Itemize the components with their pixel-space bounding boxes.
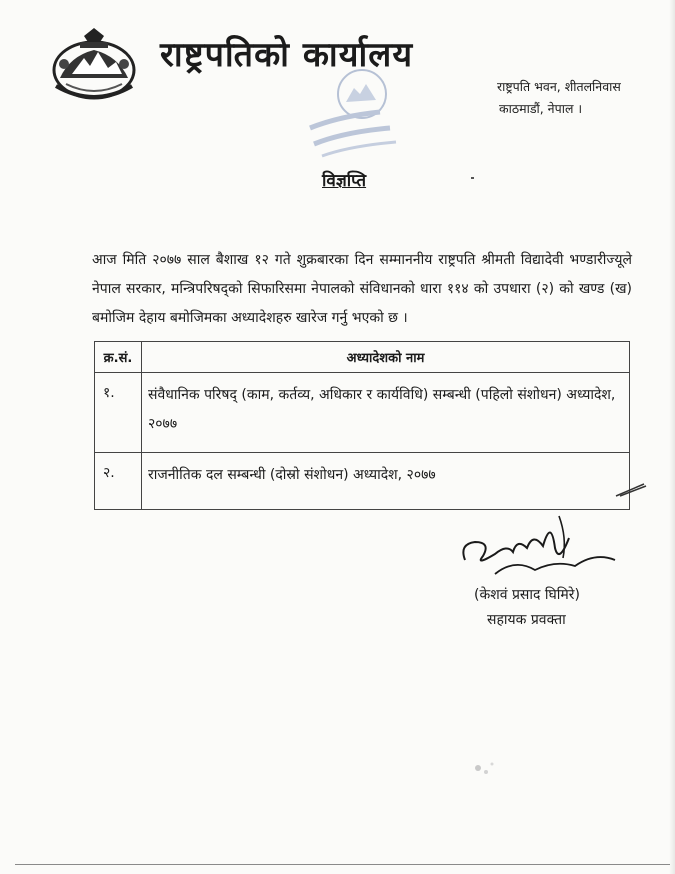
office-name: राष्ट्रपतिको कार्यालय — [160, 35, 414, 75]
handwritten-signature-icon — [455, 508, 625, 588]
notice-body: आज मिति २०७७ साल बैशाख १२ गते शुक्रबारका दिन सम्माननीय राष्ट्रपति श्रीमती विद्यादेवी भण्डारीज्यूले नेपाल सरकार, मन्त्रिपरिषद्को सिफारिसमा नेपालको संविधानको धारा ११४ को उपधारा (२) को खण्ड (ख) बमोजिम देहाय बमोजिमका अध्यादेशहरु खारेज गर्नु भएको छ । — [92, 252, 632, 326]
address-line-1: राष्ट्रपति भवन, शीतलनिवास — [497, 79, 621, 94]
header-serial: क्र.सं. — [95, 342, 142, 373]
office-address — [497, 76, 621, 120]
nepal-emblem-icon — [50, 28, 138, 104]
end-mark-icon — [614, 478, 648, 498]
table-header-row — [95, 342, 630, 373]
bottom-rule — [15, 864, 670, 865]
row-serial: २. — [95, 453, 142, 510]
page-edge-shadow — [669, 0, 675, 874]
header-ordinance-name: अध्यादेशको नाम — [142, 342, 630, 373]
row-serial: १. — [95, 373, 142, 453]
row-ordinance-name: संवैधानिक परिषद् (काम, कर्तव्य, अधिकार र कार्यविधि) सम्बन्धी (पहिलो संशोधन) अध्यादेश, २०७७ — [142, 373, 630, 453]
ordinance-table — [94, 341, 630, 510]
signer-title: सहायक प्रवक्ता — [487, 612, 566, 628]
stray-mark — [471, 177, 474, 179]
office-seal-icon — [300, 64, 420, 160]
scan-smudge — [470, 758, 500, 780]
table-row — [95, 373, 630, 453]
address-line-2: काठमाडौं, नेपाल । — [499, 101, 583, 116]
signer-name: (केशवं प्रसाद घिमिरे) — [474, 587, 580, 603]
table-row — [95, 453, 630, 510]
notice-title: विज्ञप्ति — [322, 171, 367, 191]
row-ordinance-name: राजनीतिक दल सम्बन्धी (दोस्रो संशोधन) अध्यादेश, २०७७ — [142, 453, 630, 510]
